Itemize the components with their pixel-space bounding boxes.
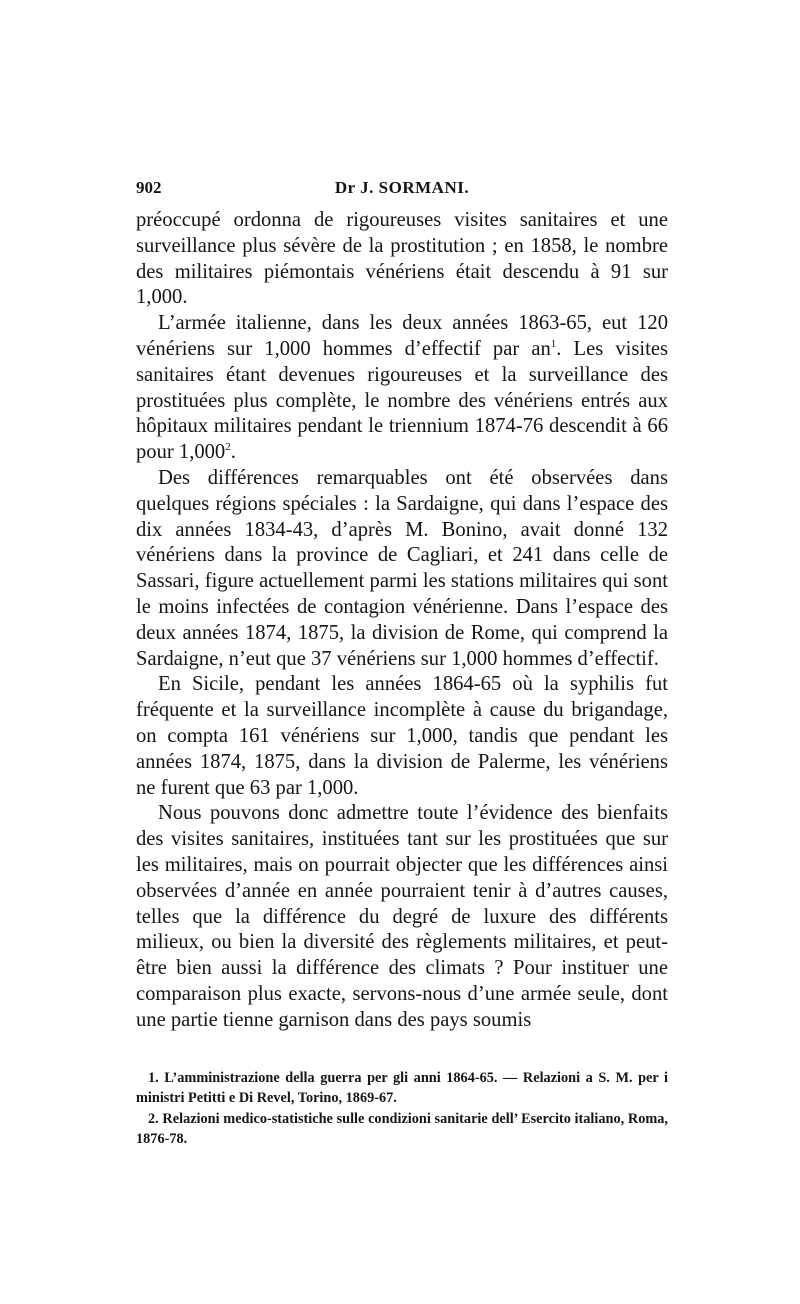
paragraph-text: L’armée italienne, dans les deux années 1863-65, eut 120 vénériens sur 1,000 hommes d’effectif par an: [136, 312, 668, 360]
paragraph-text: .: [230, 441, 236, 464]
footnote: 2. Relazioni medico-statistiche sulle condizioni sanitarie dell’ Esercito italiano, Roma, 1876-78.: [136, 1110, 668, 1147]
footnote-ref: 1: [550, 338, 557, 351]
paragraph: préoccupé ordonna de rigoureuses visites sanitaires et une surveillance plus sévère de la prostitution ; en 1858, le nombre des militaires piémontais vénériens était descendu à 91 sur 1,000.: [136, 209, 668, 309]
footnotes: [136, 1068, 668, 1150]
paragraph: [136, 311, 668, 466]
running-head: Dr J. SORMANI.: [334, 178, 470, 197]
footnote-separator: [136, 1034, 668, 1068]
paragraph: Nous pouvons donc admettre toute l’évidence des bienfaits des visites sanitaires, instituées tant sur les prostituées que sur les militaires, mais on pourrait objecter que les différences ainsi observées d’année en année pourraient tenir à d’autres causes, telles que la différence du degré de luxure des différents milieux, ou bien la diversité des règlements militaires, et peut-être bien aussi la différence des climats ? Pour instituer une comparaison plus exacte, servons-nous d’une armée seule, dont une partie tienne garnison dans des pays soumis: [136, 802, 668, 1031]
footnote: 1. L’amministrazione della guerra per gli anni 1864-65. — Relazioni a S. M. per i ministri Petitti e Di Revel, Torino, 1869-67.: [136, 1069, 668, 1106]
page-number: 902: [136, 178, 162, 197]
footnote-ref: 2: [225, 441, 231, 454]
body-text: [136, 208, 668, 1034]
book-page: [136, 178, 668, 1150]
page-header: [136, 178, 668, 208]
paragraph-text: . Les visites sanitaires étant devenues rigoureuses et la surveillance des prostituées plus complète, le nombre des vénériens entrés aux hôpitaux militaires pendant le triennium 1874-76 descendit à 66 pour 1,000: [136, 337, 669, 464]
paragraph: En Sicile, pendant les années 1864-65 où la syphilis fut fréquente et la surveillance incomplète à cause du brigandage, on compta 161 vénériens sur 1,000, tandis que pendant les années 1874, 1875, dans la division de Palerme, les vénériens ne furent que 63 par 1,000.: [136, 673, 668, 799]
paragraph: Des différences remarquables ont été observées dans quelques régions spéciales : la Sardaigne, qui dans l’espace des dix années 1834-43, d’après M. Bonino, avait donné 132 vénériens dans la province de Cagliari, et 241 dans celle de Sassari, figure actuellement parmi les stations militaires qui sont le moins infectées de contagion vénérienne. Dans l’espace des deux années 1874, 1875, la division de Rome, qui comprend la Sardaigne, n’eut que 37 vénériens sur 1,000 hommes d’effectif.: [136, 466, 668, 670]
